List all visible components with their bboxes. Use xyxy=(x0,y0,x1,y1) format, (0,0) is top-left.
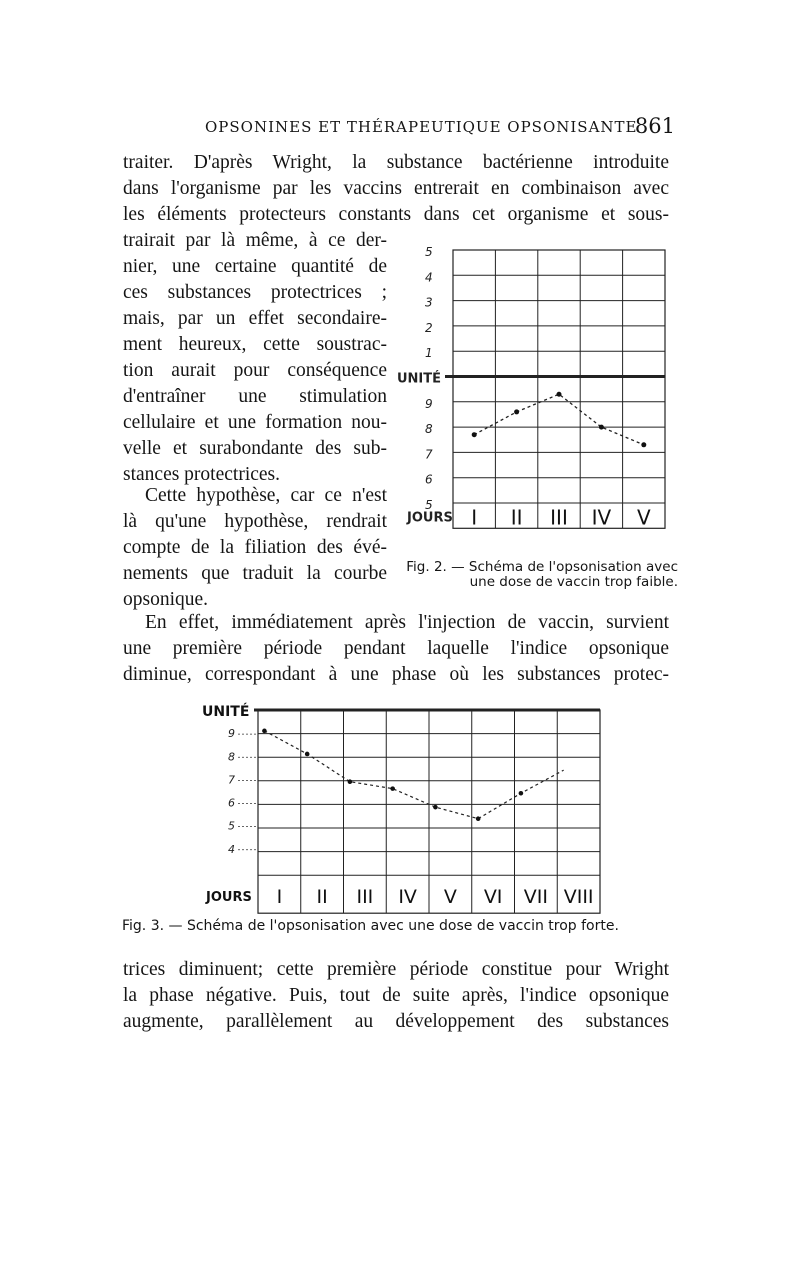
data-point xyxy=(305,752,310,757)
text-line: dans l'organisme par les vaccins entrerait en combinaison avec xyxy=(123,178,669,199)
figure-3-caption-text: Fig. 3. — Schéma de l'opsonisation avec une dose de vaccin trop forte. xyxy=(122,918,619,934)
text-line: une première période pendant laquelle l'indice opsonique xyxy=(123,638,669,659)
y-tick-label: 4 xyxy=(228,842,235,856)
data-point xyxy=(641,442,646,447)
day-label: IV xyxy=(591,505,612,530)
page-number: 861 xyxy=(634,114,675,138)
text-line: velle et surabondante des sub- xyxy=(123,438,387,459)
y-reference-label: UNITÉ xyxy=(202,704,250,720)
day-label: II xyxy=(316,886,328,909)
data-point xyxy=(557,392,562,397)
text-line: nier, une certaine quantité de xyxy=(123,256,387,277)
y-tick-label: 5 xyxy=(425,245,433,259)
text-line: trairait par là même, à ce der- xyxy=(123,230,387,251)
data-point xyxy=(348,779,353,784)
x-axis-label: JOURS xyxy=(206,890,252,906)
data-point xyxy=(472,432,477,437)
text-line: opsonique. xyxy=(123,589,209,610)
text-line: tion aurait pour conséquence xyxy=(123,360,387,381)
y-tick-label: 5 xyxy=(425,498,433,512)
text-line: les éléments protecteurs constants dans cet organisme et sous- xyxy=(123,204,669,225)
y-tick-label: 2 xyxy=(425,320,433,335)
y-tick-label: 8 xyxy=(425,422,433,437)
y-tick-label: 4 xyxy=(425,270,433,285)
data-point xyxy=(262,729,267,734)
text-line: cellulaire et une formation nou- xyxy=(123,412,387,433)
text-line: mais, par un effet secondaire- xyxy=(123,308,387,329)
text-line: nements que traduit la courbe xyxy=(123,563,387,584)
text-line: Cette hypothèse, car ce n'est xyxy=(145,485,387,506)
figure-2-caption-text: Fig. 2. — Schéma de l'opsonisation avec une dose de vaccin trop faible. xyxy=(406,559,678,590)
day-label: V xyxy=(636,505,651,530)
data-point xyxy=(433,805,438,810)
y-tick-label: 5 xyxy=(228,819,235,833)
text-line: stances protectrices. xyxy=(123,464,281,485)
data-point xyxy=(519,791,524,796)
text-line: d'entraîner une stimulation xyxy=(123,386,387,407)
paragraph-3-full xyxy=(123,610,669,688)
grid-frame xyxy=(453,250,665,528)
day-label: I xyxy=(471,505,478,530)
text-line: compte de la filiation des évé- xyxy=(123,537,387,558)
series-line xyxy=(264,731,563,819)
figure-2-caption xyxy=(398,560,678,590)
x-axis-label: JOURS xyxy=(407,510,453,526)
day-label: IV xyxy=(398,886,417,909)
text-line: ces substances protectrices ; xyxy=(123,282,387,303)
y-tick-label: 9 xyxy=(425,396,433,411)
y-tick-label: 7 xyxy=(425,447,433,462)
text-line: traiter. D'après Wright, la substance bactérienne introduite xyxy=(123,152,669,173)
day-label: III xyxy=(550,505,568,530)
header-title: OPSONINES ET THÉRAPEUTIQUE OPSONISANTE xyxy=(205,118,638,136)
paragraph-2-column xyxy=(123,483,387,613)
figure-3-caption xyxy=(122,919,670,934)
text-line: ment heureux, cette soustrac- xyxy=(123,334,387,355)
data-point xyxy=(514,409,519,414)
text-line: là qu'une hypothèse, rendrait xyxy=(123,511,387,532)
data-point xyxy=(390,786,395,791)
y-tick-label: 6 xyxy=(228,796,235,810)
figure-2-chart xyxy=(395,236,680,556)
day-label: V xyxy=(443,886,457,909)
data-point xyxy=(599,425,604,430)
paragraph-1-column xyxy=(123,228,387,488)
text-line: trices diminuent; cette première période constitue pour Wright xyxy=(123,959,669,980)
paragraph-1-full xyxy=(123,150,669,228)
text-line: diminue, correspondant à une phase où les substances protec- xyxy=(123,664,669,685)
day-label: II xyxy=(510,505,523,530)
running-header xyxy=(205,114,675,138)
day-label: III xyxy=(356,886,374,909)
y-tick-label: 1 xyxy=(425,346,433,361)
day-label: I xyxy=(276,886,283,909)
day-label: VIII xyxy=(563,886,594,909)
y-tick-label: 6 xyxy=(425,472,433,487)
figure-3-chart xyxy=(198,694,608,914)
text-line: En effet, immédiatement après l'injection de vaccin, survient xyxy=(145,612,669,633)
y-tick-label: UNITÉ xyxy=(397,371,442,387)
y-tick-label: 9 xyxy=(228,727,235,741)
data-point xyxy=(476,816,481,821)
y-tick-label: 7 xyxy=(228,773,235,787)
text-line: la phase négative. Puis, tout de suite après, l'indice opsonique xyxy=(123,985,669,1006)
paragraph-4-full xyxy=(123,957,669,1035)
y-tick-label: 3 xyxy=(425,295,433,310)
day-label: VI xyxy=(483,886,503,909)
day-label: VII xyxy=(523,886,548,909)
text-line: augmente, parallèlement au développement des substances xyxy=(123,1011,669,1032)
y-tick-label: 8 xyxy=(228,750,235,764)
